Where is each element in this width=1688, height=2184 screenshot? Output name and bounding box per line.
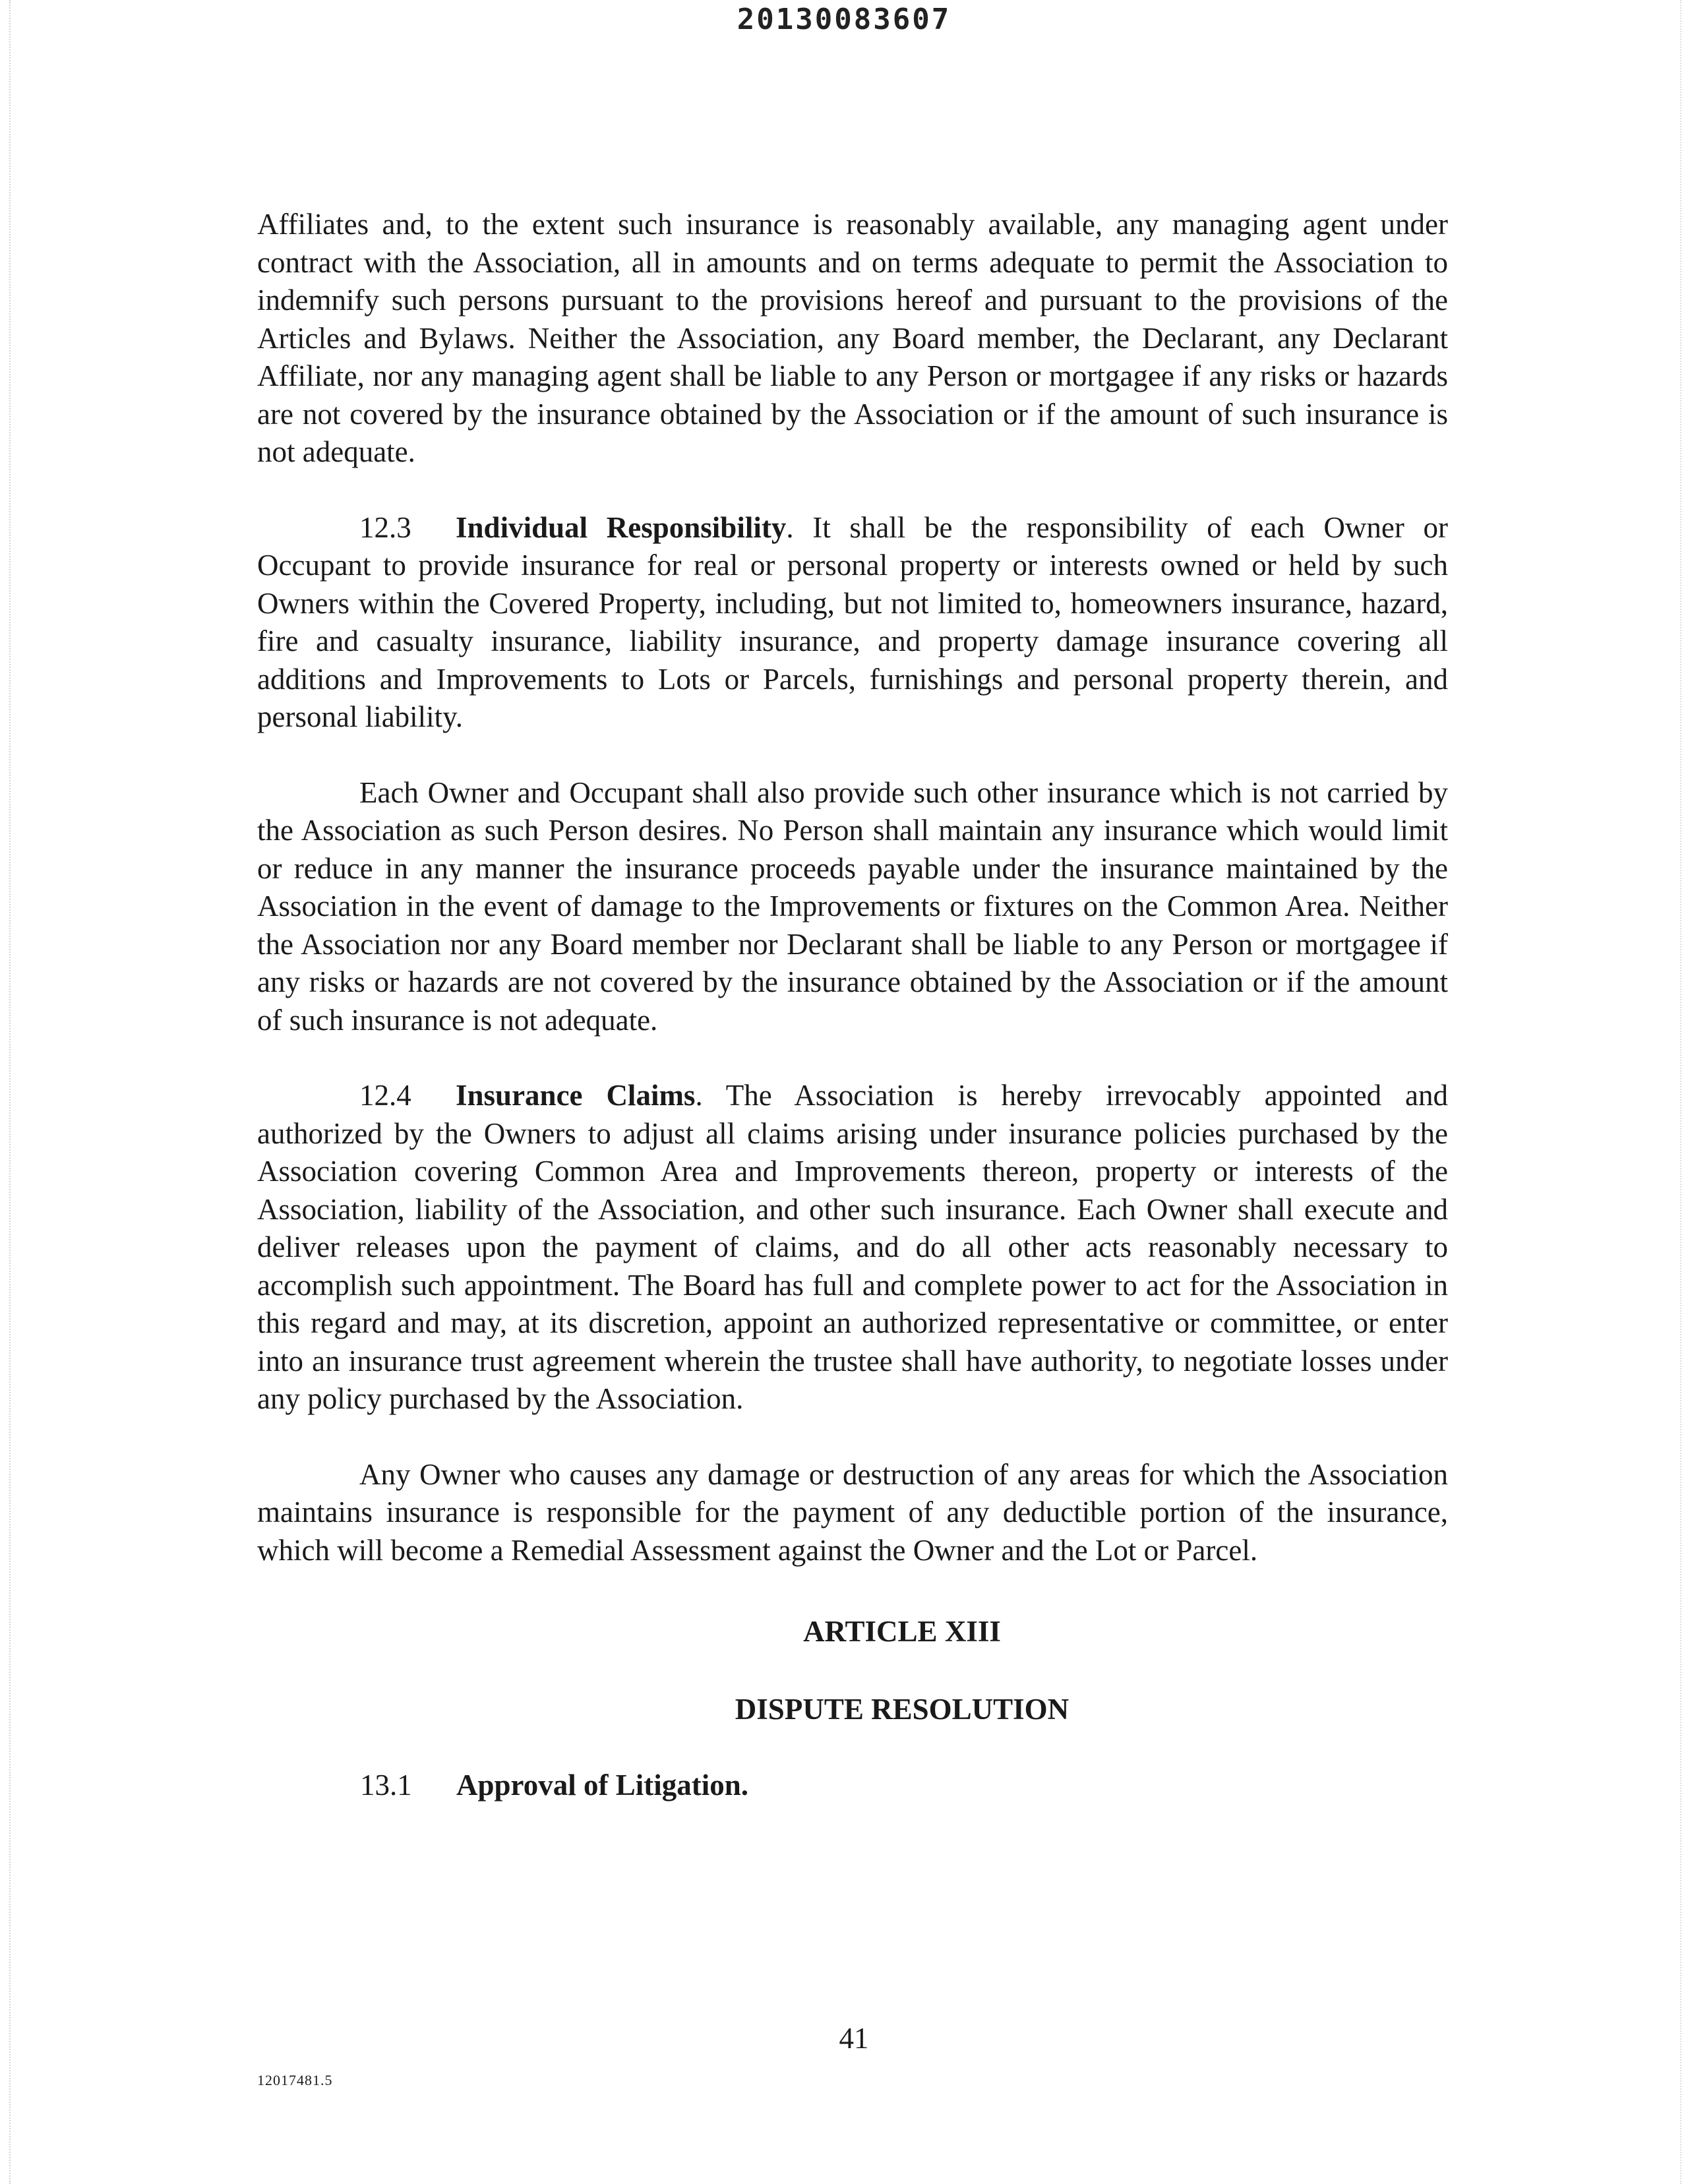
recording-number: 20130083607 bbox=[737, 3, 951, 36]
scan-edge-right bbox=[1680, 0, 1688, 2184]
paragraph-affiliates: Affiliates and, to the extent such insurance is reasonably available, any managing agent under contract with the Association, all in amounts and on terms adequate to permit the Association to indemnify such persons pursuant to the provisions hereof and pursuant to the provisions of the Articles and Bylaws. Neither the Association, any Board member, the Declarant, any Declarant Affiliate, nor any managing agent shall be liable to any Person or mortgagee if any risks or hazards are not covered by the insurance obtained by the Association or if the amount of such insurance is not adequate. bbox=[257, 208, 1448, 468]
section-title: Individual Responsibility bbox=[456, 510, 787, 544]
section-title: Approval of Litigation. bbox=[456, 1769, 748, 1802]
paragraph-any-owner: Any Owner who causes any damage or destruction of any areas for which the Association maintains insurance is responsible for the payment of any deductible portion of the insurance, which will become a Remedial Assessment against the Owner and the Lot or Parcel. bbox=[257, 1457, 1448, 1567]
section-number: 12.3 bbox=[359, 510, 411, 544]
section-number: 13.1 bbox=[360, 1769, 412, 1802]
document-code: 12017481.5 bbox=[257, 2072, 333, 2088]
page-body bbox=[257, 206, 1448, 1805]
article-number: ARTICLE XIII bbox=[803, 1615, 1001, 1648]
section-13-1 bbox=[257, 1767, 1448, 1805]
section-title: Insurance Claims bbox=[456, 1079, 696, 1112]
section-text: . The Association is hereby irrevocably appointed and authorized by the Owners to adjust all claims arising under insurance policies purchased by the Association covering Common Area and Improvements thereon, property or interests of the Association, liability of the Association, and other such insurance. Each Owner shall execute and deliver releases upon the payment of claims, and do all other acts reasonably necessary to accomplish such appointment. The Board has full and complete power to act for the Association in this regard and may, at its discretion, appoint an authorized representative or committee, or enter into an insurance trust agreement wherein the trustee shall have authority, to negotiate losses under any policy purchased by the Association. bbox=[257, 1079, 1449, 1415]
section-number: 12.4 bbox=[359, 1079, 411, 1112]
section-12-4 bbox=[257, 1077, 1448, 1418]
section-12-3 bbox=[257, 509, 1448, 737]
scan-edge-left bbox=[0, 0, 11, 2184]
page-number: 41 bbox=[839, 2022, 869, 2055]
article-title: DISPUTE RESOLUTION bbox=[735, 1692, 1070, 1726]
section-text: . It shall be the responsibility of each Owner or Occupant to provide insurance for real or personal property or interests owned or held by such Owners within the Covered Property, including, but not limited to, homeowners insurance, hazard, fire and casualty insurance, liability insurance, and property damage insurance covering all additions and Improvements to Lots or Parcels, furnishings and personal property therein, and personal liability. bbox=[257, 510, 1448, 733]
paragraph-each-owner: Each Owner and Occupant shall also provide such other insurance which is not carried by the Association as such Person desires. No Person shall maintain any insurance which would limit or reduce in any manner the insurance proceeds payable under the insurance maintained by the Association in the event of damage to the Improvements or fixtures on the Common Area. Neither the Association nor any Board member nor Declarant shall be liable to any Person or mortgagee if any risks or hazards are not covered by the insurance obtained by the Association or if the amount of such insurance is not adequate. bbox=[257, 775, 1448, 1037]
